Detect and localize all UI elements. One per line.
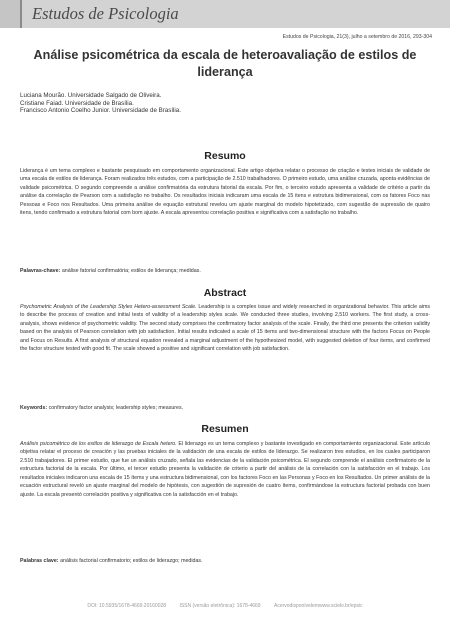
author-3: Francisco Antonio Coelho Junior. Universidade de Brasília. <box>20 107 181 115</box>
abstract-keywords <box>20 404 430 412</box>
author-list <box>20 92 320 115</box>
resumen-keywords <box>20 557 430 565</box>
resumen-heading: Resumen <box>201 423 249 435</box>
abstract-keywords-label: Keywords: <box>20 405 48 411</box>
author-1: Luciana Mourão. Universidade Salgado de Oliveira. <box>20 92 162 99</box>
journal-citation: Estudos de Psicologia, 21(3), julho a setembro de 2016, 293-304 <box>282 34 432 40</box>
abstract-keywords-value: confirmatory factor analysis; leadership styles; measures. <box>48 405 184 411</box>
author-2: Cristiane Faiad. Universidade de Brasília. <box>20 99 134 107</box>
resumen-text <box>20 440 430 499</box>
abstract-text <box>20 303 430 354</box>
footer-doi: DOI: 10.5935/1678-4669.20160028 <box>87 603 167 609</box>
resumen-keywords-value: análisis factorial confirmatorio; estilos de liderazgo; medidas. <box>60 558 203 564</box>
resumo-heading: Resumo <box>204 150 246 162</box>
resumo-text: Liderança é um tema complexo e bastante pesquisado em comportamento organizacional. Este artigo objetiva relatar o processo de criação e testes iniciais de validade de uma escala de estilos de liderança. Foram realizados três estudos, com a participação de 2.510 trabalhadores. O primeiro estudo, uma análise cruzada, aponta evidências de validade psicométrica. O segundo compreende a análise confirmatória da estrutura fatorial da escala. Por fim, o terceiro estudo apresenta a validade de critério a partir da análise da correlação de Pearson com a satisfação no trabalho. Os resultados iniciais indicaram uma escala de 15 itens e estrutura bidimensional, com os fatores Foco nas Pessoas e Foco nos Resultados. Uma primeira análise de equação estrutural revelou um ajuste marginal do modelo hipotetizado, com sugestão de supressão de quatro itens, tendo confirmado a estrutura fatorial com bom ajuste. A escala apresentou correlação positiva e significativa com a satisfação no trabalho. <box>20 168 430 217</box>
resumo-keywords-value: análise fatorial confirmatória; estilos de liderança; medidas. <box>61 268 201 274</box>
abstract-lead: Psychometric Analysis of the Leadership Styles Hetero-assessment Scale. <box>20 304 197 310</box>
abstract-heading: Abstract <box>203 287 247 299</box>
resumen-body: El liderazgo es un tema complexo y bastante investigado en comportamiento organizacional. Este artículo objetiva relatar el proceso de creación y las pruebas iniciales de la validación de una escala de estilos de liderazgo. Se realizaron tres estudios, en los cuales participaron 2.510 trabajadores. El primer estudio, que fue un análisis cruzado, señala las evidencias de la validación psicométrica. El segundo comprende el análisis confirmatorio de la estructura factorial de la escala. Por último, el tercer estudio presenta la validación de criterio a partir del análisis de la correlación con la satisfacción en el trabajo. Los resultados iniciales indicaron una escala de 15 ítems y una estructura bidimensional, con los factores Foco en las Personas y Foco en los Resultados. Un primer análisis de la ecuación estructural reveló un ajuste marginal del modelo de hipótesis, con sugestión de supresión de cuatro ítems, confirmándose la estructura factorial probada con buen ajuste. La escala presentó correlación positiva y significativa con la satisfacción en el trabajo. <box>20 441 430 498</box>
journal-title: Estudos de Psicologia <box>32 4 179 23</box>
resumen-lead: Análisis psicométrico de los estilos de liderazgo de Escala hetero. <box>20 441 177 447</box>
abstract-body: Leadership is a complex issue and widely researched in organizational behavior. This article aims to describe the process of creation and initial tests of validity of a leadership styles scale. We conducted three studies, involving 2,510 workers. The first study, a cross-analysis, shows evidence of psychometric validity. The second study comprises the confirmatory factor analysis of the scale. Finally, the third one presents the criterion validity based on the analysis of Pearson correlation with job satisfaction. Initial results indicated a scale of 15 items and two-dimensional structure with the factors Focus on People and Focus on Results. A first analysis of structural equation revealed a marginal adjustment of the hypothesized model, with suggested deletion of four items, and confirmed the factor structure tested with good fit. The scale showed a positive and significant correlation with job satisfaction. <box>20 304 430 353</box>
resumo-keywords-label: Palavras-chave: <box>20 268 61 274</box>
article-title: Análise psicométrica da escala de heteroavaliação de estilos de liderança <box>33 48 417 79</box>
page-footer <box>20 603 430 609</box>
resumen-keywords-label: Palabras clave: <box>20 558 59 564</box>
footer-issn: ISSN (versão eletrônica): 1678-4669 <box>179 603 261 609</box>
footer-site-link[interactable]: Acervodisponívelemwww.scielo.br/epsic <box>273 603 363 609</box>
resumo-keywords <box>20 267 430 275</box>
